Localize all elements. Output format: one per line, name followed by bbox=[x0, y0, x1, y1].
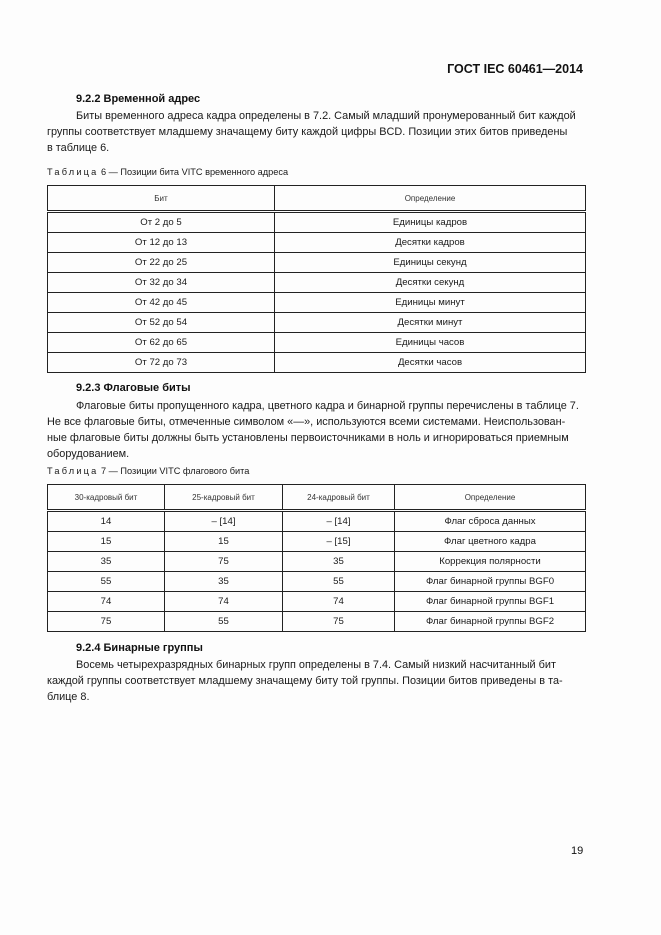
paragraph-line: Флаговые биты пропущенного кадра, цветного кадра и бинарной группы перечислены в таблице 7. bbox=[76, 400, 579, 412]
table7-caption bbox=[47, 466, 249, 476]
table-cell: 75 bbox=[283, 612, 395, 632]
table-cell: 75 bbox=[48, 612, 165, 632]
table-cell: Коррекция полярности bbox=[395, 552, 586, 572]
table-cell: – [14] bbox=[283, 511, 395, 532]
table-cell: От 62 до 65 bbox=[48, 333, 275, 353]
table-cell: Флаг бинарной группы BGF1 bbox=[395, 592, 586, 612]
table-cell: От 2 до 5 bbox=[48, 212, 275, 233]
table-row bbox=[48, 552, 586, 572]
section-paragraph-9-2-2 bbox=[47, 108, 584, 156]
table-cell: 75 bbox=[165, 552, 283, 572]
caption-label: Таблица bbox=[47, 167, 99, 177]
section-heading-9-2-2: 9.2.2 Временной адрес bbox=[76, 93, 201, 105]
table-cell: 35 bbox=[48, 552, 165, 572]
column-header: Определение bbox=[395, 485, 586, 511]
table-cell: От 42 до 45 bbox=[48, 293, 275, 313]
table-cell: От 72 до 73 bbox=[48, 353, 275, 373]
table-header-row bbox=[48, 186, 586, 212]
table-cell: Десятки кадров bbox=[275, 233, 586, 253]
table-row bbox=[48, 612, 586, 632]
section-heading-9-2-4: 9.2.4 Бинарные группы bbox=[76, 642, 203, 654]
table-header-row bbox=[48, 485, 586, 511]
column-header: 25-кадровый бит bbox=[165, 485, 283, 511]
table-cell: От 52 до 54 bbox=[48, 313, 275, 333]
table-cell: 15 bbox=[165, 532, 283, 552]
paragraph-line: оборудованием. bbox=[47, 448, 130, 460]
column-header: Определение bbox=[275, 186, 586, 212]
paragraph-line: ные флаговые биты должны быть установлены первоисточниками в ноль и игнорироваться приемным bbox=[47, 432, 569, 444]
table-row bbox=[48, 233, 586, 253]
table-cell: Флаг цветного кадра bbox=[395, 532, 586, 552]
paragraph-line: группы соответствует младшему значащему биту каждой цифры BCD. Позиции этих битов приведены bbox=[47, 126, 568, 138]
table-cell: Единицы секунд bbox=[275, 253, 586, 273]
table-row bbox=[48, 313, 586, 333]
column-header: Бит bbox=[48, 186, 275, 212]
table-row bbox=[48, 273, 586, 293]
table-cell: 15 bbox=[48, 532, 165, 552]
table-cell: Флаг бинарной группы BGF2 bbox=[395, 612, 586, 632]
table6 bbox=[47, 185, 586, 373]
table-cell: 55 bbox=[165, 612, 283, 632]
table-row bbox=[48, 572, 586, 592]
table-cell: Десятки секунд bbox=[275, 273, 586, 293]
table-row bbox=[48, 532, 586, 552]
paragraph-line: Биты временного адреса кадра определены в 7.2. Самый младший пронумерованный бит каждой bbox=[76, 110, 576, 122]
table-cell: От 32 до 34 bbox=[48, 273, 275, 293]
table-cell: Флаг бинарной группы BGF0 bbox=[395, 572, 586, 592]
caption-text: 7 — Позиции VITC флагового бита bbox=[98, 466, 250, 476]
page-number: 19 bbox=[571, 845, 584, 857]
column-header: 24-кадровый бит bbox=[283, 485, 395, 511]
table-cell: 35 bbox=[165, 572, 283, 592]
caption-text: 6 — Позиции бита VITC временного адреса bbox=[98, 167, 289, 177]
paragraph-line: Не все флаговые биты, отмеченные символом «—», используются всеми системами. Неиспользован- bbox=[47, 416, 566, 428]
table-cell: Флаг сброса данных bbox=[395, 511, 586, 532]
section-heading-9-2-3: 9.2.3 Флаговые биты bbox=[76, 382, 191, 394]
paragraph-line: каждой группы соответствует младшему значащему биту той группы. Позиции битов приведены в та- bbox=[47, 675, 563, 687]
paragraph-line: блице 8. bbox=[47, 691, 90, 703]
table-cell: 74 bbox=[283, 592, 395, 612]
table-row bbox=[48, 253, 586, 273]
table-cell: Единицы минут bbox=[275, 293, 586, 313]
table-cell: 74 bbox=[48, 592, 165, 612]
table-cell: 35 bbox=[283, 552, 395, 572]
column-header: 30-кадровый бит bbox=[48, 485, 165, 511]
table-row bbox=[48, 592, 586, 612]
table-cell: – [14] bbox=[165, 511, 283, 532]
caption-label: Таблица bbox=[47, 466, 99, 476]
section-paragraph-9-2-3 bbox=[47, 398, 584, 462]
table6-caption bbox=[47, 167, 288, 177]
table-row bbox=[48, 293, 586, 313]
table7 bbox=[47, 484, 586, 632]
table-cell: Единицы часов bbox=[275, 333, 586, 353]
table-cell: От 12 до 13 bbox=[48, 233, 275, 253]
table-cell: 74 bbox=[165, 592, 283, 612]
paragraph-line: Восемь четырехразрядных бинарных групп определены в 7.4. Самый низкий насчитанный бит bbox=[76, 659, 556, 671]
table-cell: Единицы кадров bbox=[275, 212, 586, 233]
paragraph-line: в таблице 6. bbox=[47, 142, 110, 154]
document-header: ГОСТ IEC 60461—2014 bbox=[447, 62, 583, 76]
table-cell: 55 bbox=[48, 572, 165, 592]
table-cell: От 22 до 25 bbox=[48, 253, 275, 273]
table-cell: Десятки часов bbox=[275, 353, 586, 373]
section-paragraph-9-2-4 bbox=[47, 657, 584, 705]
table-cell: 55 bbox=[283, 572, 395, 592]
table-row bbox=[48, 212, 586, 233]
table-cell: 14 bbox=[48, 511, 165, 532]
table-cell: – [15] bbox=[283, 532, 395, 552]
table-row bbox=[48, 333, 586, 353]
table-cell: Десятки минут bbox=[275, 313, 586, 333]
table-row bbox=[48, 353, 586, 373]
table-row bbox=[48, 511, 586, 532]
